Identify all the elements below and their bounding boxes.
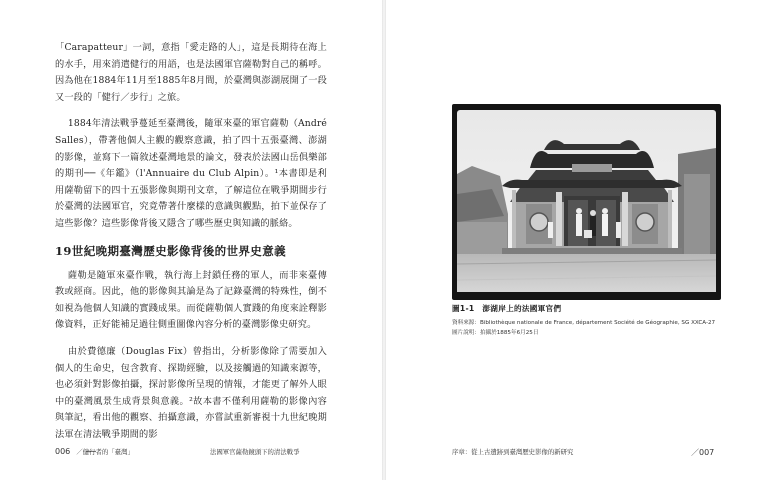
section-heading: 19世紀晚期臺灣歷史影像背後的世界史意義: [55, 243, 287, 258]
left-book-title: ／健行者的「臺灣」: [76, 448, 134, 456]
body-paragraph-2: 1884年清法戰爭蔓延至臺灣後，隨軍來臺的軍官薩勒（André Salles），帶著他個人主觀的觀察意識，拍了四十五張臺灣、澎湖的影像，並寫下一篇敘述臺灣地景的論文，發表於法國山岳俱樂部的期刊──《年鑑》（l'Annuaire du Club Alpin）。¹本書即是利用薩勒留下的四十五張影像與期刊文章，了解這位在戰爭期間步行於臺灣的法國軍官，究竟帶著什麼樣的意識與觀點，拍下並保存了這些影像？這些影像背後又隱含了哪些歷史與知識的脈絡。: [55, 118, 327, 229]
left-page-number: 006: [55, 447, 71, 456]
figure-caption: [452, 303, 722, 338]
figure-date: 圖片說明：拍攝於1885年6月25日: [452, 330, 539, 336]
figure-title: 圖1-1 澎湖岸上的法國軍官們: [452, 304, 562, 313]
temple-photo-illustration: [452, 104, 721, 300]
right-page: [386, 0, 768, 480]
left-footer: [55, 447, 134, 456]
right-footer-chapter: [452, 447, 573, 456]
left-text-column: [55, 40, 327, 453]
left-chapter-title: 法國軍官薩勒鏡頭下的清法戰爭: [210, 448, 300, 456]
left-footer-chapter: [210, 447, 299, 456]
body-paragraph-4: 由於費德廉（Douglas Fix）曾指出，分析影像除了需要加入個人的生命史，包含教育、探勘經驗，以及接觸過的知識來源等，也必須針對影像拍攝，探討影像所呈現的情報，才能更了解外人眼中的臺灣風景生成背景與意義。²故本書不僅利用薩勒的影像內容與筆記，看出他的觀察、拍攝意識，亦嘗試重新審視十九世紀晚期法軍在清法戰爭期間的影: [55, 345, 327, 440]
right-chapter-title: 序章：從上古遺跡到臺灣歷史影像的新研究: [452, 448, 574, 456]
right-page-number: ／007: [691, 448, 715, 457]
historical-photo: [452, 104, 721, 300]
body-paragraph-1: 「Carapatteur」一詞，意指「愛走路的人」，這是長期待在海上的水手，用來消遣健行的用語，也是法國軍官薩勒對自己的稱呼。因為他在1884年11月至1885年8月間，於臺灣與澎湖展開了一段又一段的「健行／步行」之旅。: [55, 42, 327, 103]
left-page: [0, 0, 382, 480]
body-paragraph-3: 薩勒是隨軍來臺作戰，執行海上封鎖任務的軍人，而非來臺傳教或經商。因此，他的影像與其論是為了記錄臺灣的特殊性，倒不如視為他個人知識的實踐成果。而從薩勒個人實踐的角度來詮釋影像資料，正好能補足過往側重圖像內容分析的臺灣影像史研究。: [55, 269, 327, 331]
right-footer: [691, 447, 718, 458]
figure-source: 資料來源：Bibliothèque nationale de France, département Société de Géographie, SG XXCA-27: [452, 320, 716, 326]
